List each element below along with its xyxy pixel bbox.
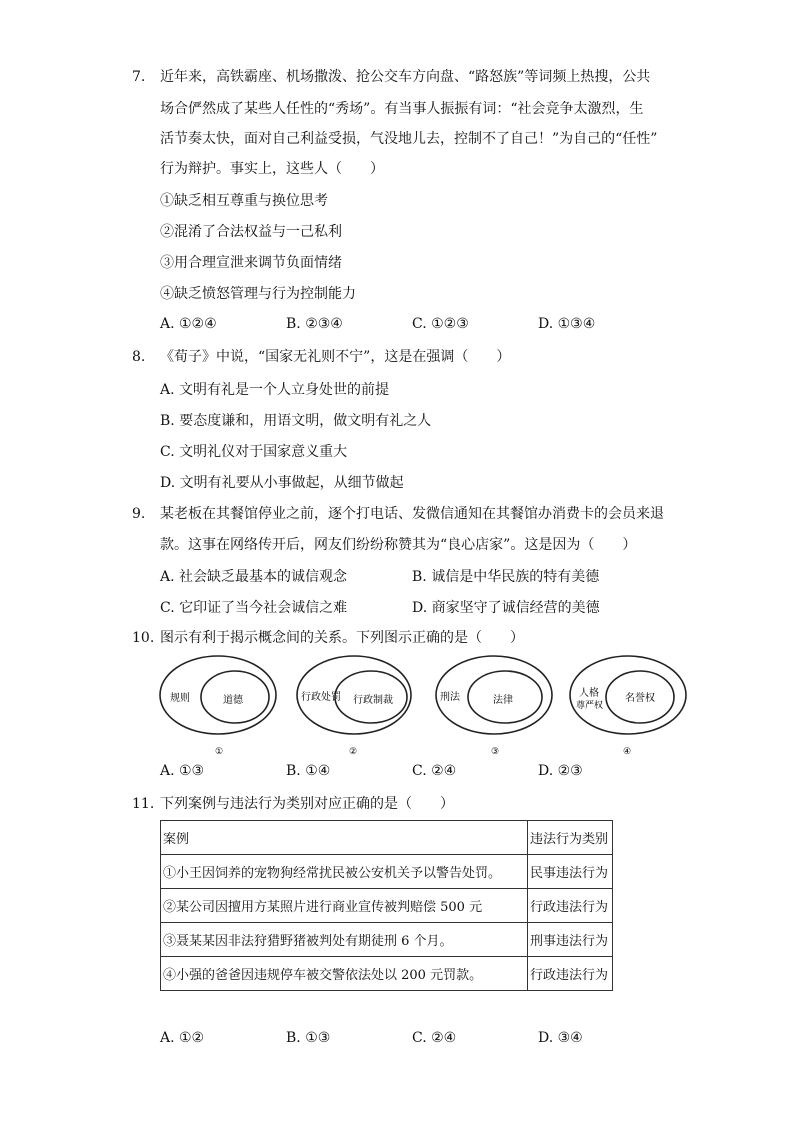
case-cell: ③聂某某因非法狩猎野猪被判处有期徒刑 6 个月。 (161, 923, 528, 957)
case-cell: ②某公司因擅用方某照片进行商业宣传被判赔偿 500 元 (161, 889, 528, 923)
answer-option-b[interactable]: B. 诚信是中华民族的特有美德 (412, 569, 600, 585)
answer-option-b[interactable]: B. ②③④ (286, 316, 343, 332)
statement-item: ②混淆了合法权益与一己私利 (160, 224, 342, 240)
case-cell: ④小强的爸爸因违规停车被交警依法处以 200 元罚款。 (161, 957, 528, 991)
concept-diagram-2 (297, 656, 411, 757)
question-stem-line: 行为辩护。事实上，这些人（ ） (160, 161, 384, 177)
concept-diagram-1 (160, 656, 276, 757)
diagram-number: ② (349, 747, 358, 757)
answer-option-d[interactable]: D. ③④ (538, 1030, 583, 1046)
question-number: 9. (132, 506, 146, 522)
table-header-row (161, 821, 613, 855)
answer-option-a[interactable]: A. ①② (160, 1030, 205, 1046)
question-number: 10. (132, 630, 155, 646)
inner-label: 名誉权 (625, 693, 655, 704)
statement-item: ①缺乏相互尊重与换位思考 (160, 193, 328, 209)
answer-option-d[interactable]: D. ①③④ (538, 316, 596, 332)
question-stem-line: 活节奏太快，面对自己利益受损，气没地儿去，控制不了自己！”为自己的“任性” (160, 131, 658, 147)
question-number: 8. (132, 349, 146, 365)
answer-option-a[interactable]: A. 社会缺乏最基本的诚信观念 (160, 569, 348, 585)
category-cell: 刑事违法行为 (528, 923, 613, 957)
answer-option-d[interactable]: D. 文明有礼要从小事做起，从细节做起 (160, 475, 404, 491)
concept-diagrams (155, 650, 695, 760)
question-stem-line: 款。这事在网络传开后，网友们纷纷称赞其为“良心店家”。这是因为（ ） (160, 537, 637, 553)
answer-option-b[interactable]: B. ①③ (286, 1030, 331, 1046)
question-stem: 下列案例与违法行为类别对应正确的是（ ） (160, 796, 454, 812)
answer-option-c[interactable]: C. ①②③ (412, 316, 469, 332)
answer-option-c[interactable]: C. 它印证了当今社会诚信之难 (160, 600, 348, 616)
category-cell: 民事违法行为 (528, 855, 613, 889)
category-cell: 行政违法行为 (528, 889, 613, 923)
answer-option-b[interactable]: B. ①④ (286, 763, 331, 779)
answer-option-b[interactable]: B. 要态度谦和，用语文明，做文明有礼之人 (160, 413, 432, 429)
question-stem-line: 近年来，高铁霸座、机场撒泼、抢公交车方向盘、“路怒族”等词频上热搜，公共 (160, 69, 651, 85)
answer-option-a[interactable]: A. 文明有礼是一个人立身处世的前提 (160, 382, 390, 398)
table-row (161, 957, 613, 991)
inner-label: 法律 (493, 695, 513, 706)
question-stem: 《荀子》中说，“国家无礼则不宁”，这是在强调（ ） (160, 349, 511, 365)
table-header: 案例 (161, 821, 528, 855)
answer-option-d[interactable]: D. 商家坚守了诚信经营的美德 (412, 600, 600, 616)
answer-option-c[interactable]: C. ②④ (412, 763, 457, 779)
answer-option-d[interactable]: D. ②③ (538, 763, 583, 779)
question-number: 7. (132, 69, 146, 85)
outer-label: 行政处罚 (301, 692, 341, 703)
diagram-number: ④ (623, 747, 632, 757)
question-stem-line: 场合俨然成了某些人任性的“秀场”。有当事人振振有词：“社会竞争太激烈，生 (160, 101, 644, 117)
answer-option-a[interactable]: A. ①②④ (160, 316, 217, 332)
inner-label: 道德 (223, 695, 243, 706)
question-number: 11. (132, 796, 155, 812)
answer-option-a[interactable]: A. ①③ (160, 763, 205, 779)
diagram-number: ③ (491, 747, 500, 757)
concept-diagram-4 (570, 656, 686, 757)
table-row (161, 855, 613, 889)
answer-option-c[interactable]: C. ②④ (412, 1030, 457, 1046)
outer-label: 人格 (579, 688, 599, 699)
question-stem: 图示有利于揭示概念间的关系。下列图示正确的是（ ） (160, 630, 524, 646)
table-row (161, 889, 613, 923)
inner-label: 行政制裁 (353, 695, 393, 706)
table-header: 违法行为类别 (528, 821, 613, 855)
outer-label: 规则 (170, 693, 190, 704)
outer-label: 尊严权 (576, 701, 604, 711)
case-table (160, 820, 613, 991)
table-row (161, 923, 613, 957)
concept-diagram-3 (436, 656, 552, 757)
question-stem-line: 某老板在其餐馆停业之前，逐个打电话、发微信通知在其餐馆办消费卡的会员来退 (160, 506, 664, 522)
diagram-number: ① (215, 747, 224, 757)
outer-label: 刑法 (440, 692, 460, 703)
answer-option-c[interactable]: C. 文明礼仪对于国家意义重大 (160, 444, 348, 460)
category-cell: 行政违法行为 (528, 957, 613, 991)
statement-item: ③用合理宣泄来调节负面情绪 (160, 255, 342, 271)
statement-item: ④缺乏愤怒管理与行为控制能力 (160, 286, 356, 302)
case-cell: ①小王因饲养的宠物狗经常扰民被公安机关予以警告处罚。 (161, 855, 528, 889)
